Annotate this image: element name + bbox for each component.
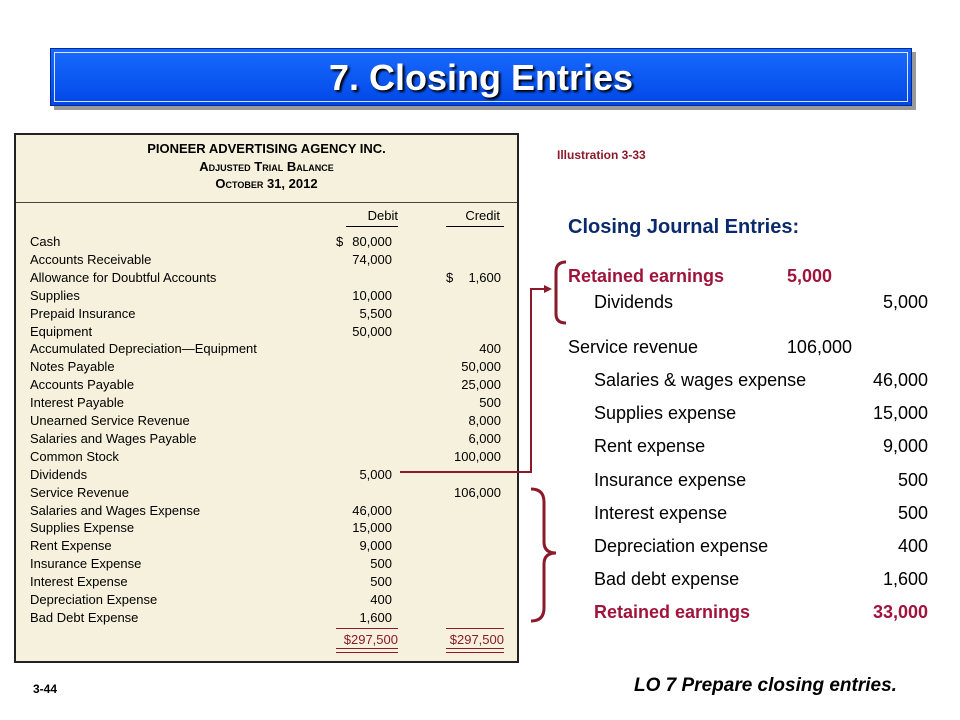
slide-title: 7. Closing Entries [328, 57, 634, 98]
debit-total: $297,500 [343, 632, 398, 647]
entry2-credit-amount: 33,000 [872, 602, 928, 623]
learning-objective: LO 7 Prepare closing entries. [634, 675, 897, 696]
account-name: Salaries and Wages Payable [30, 430, 197, 446]
account-name: Service Revenue [30, 484, 129, 500]
debit-amount: 5,000 [359, 466, 392, 482]
debit-currency-sign: $ [336, 234, 344, 249]
dividends-connector-arrow [544, 285, 552, 293]
account-name: Interest Payable [30, 395, 124, 411]
entry2-debit-account: Service revenue [568, 337, 699, 357]
account-name: Supplies Expense [30, 520, 135, 536]
debit-amount: 80,000 [352, 234, 392, 249]
account-name: Common Stock [30, 448, 119, 464]
credit-column-header: Credit [465, 208, 500, 223]
debit-amount: 500 [370, 556, 392, 572]
page-code: 3-44 [33, 682, 58, 696]
credit-currency-sign: $ [446, 269, 454, 285]
debit-amount: 500 [370, 574, 392, 590]
credit-amount: 6,000 [468, 430, 501, 446]
debit-amount: 46,000 [352, 502, 392, 518]
credit-amount: 25,000 [461, 377, 501, 393]
account-name: Bad Debt Expense [30, 609, 139, 625]
entry1-credit-amount: 5,000 [882, 292, 928, 312]
entry2-credit-amount: 500 [897, 502, 928, 523]
debit-amount: 5,500 [359, 305, 392, 321]
entry1-debit-account: Retained earnings [568, 266, 725, 286]
account-name: Accounts Payable [30, 377, 135, 393]
account-name: Depreciation Expense [30, 592, 158, 607]
credit-amount: 106,000 [454, 484, 501, 500]
entry2-credit-amount: 400 [897, 536, 928, 556]
illustration-label: Illustration 3-33 [557, 148, 646, 162]
account-name: Accounts Receivable [30, 251, 152, 267]
entry2-credit-amount: 1,600 [882, 569, 928, 590]
entry2-credit-amount: 46,000 [872, 370, 928, 390]
credit-amount: 1,600 [468, 269, 501, 285]
entry2-credit-amount: 15,000 [872, 403, 928, 424]
account-name: Salaries and Wages Expense [30, 502, 201, 518]
debit-amount: 1,600 [359, 609, 392, 625]
entry2-credit-account: Supplies expense [594, 403, 737, 424]
entry2-debit-amount: 106,000 [786, 337, 852, 357]
account-name: Supplies [30, 287, 80, 303]
account-name: Rent Expense [30, 538, 112, 554]
credit-amount: 400 [479, 341, 501, 357]
debit-amount: 9,000 [359, 538, 392, 554]
entry1-debit-amount: 5,000 [786, 266, 832, 286]
entry2-credit-account: Bad debt expense [594, 569, 740, 590]
entry2-credit-amount: 9,000 [882, 436, 928, 457]
credit-total: $297,500 [449, 632, 504, 647]
report-date: October 31, 2012 [215, 176, 318, 191]
entry2-credit-account: Interest expense [594, 502, 728, 523]
entry1-bracket [556, 262, 566, 323]
credit-amount: 500 [479, 395, 501, 411]
account-name: Notes Payable [30, 359, 115, 375]
debit-column-header: Debit [367, 208, 398, 223]
debit-amount: 15,000 [352, 520, 392, 536]
account-name: Allowance for Doubtful Accounts [30, 269, 217, 285]
entry2-credit-account: Insurance expense [594, 469, 747, 490]
expense-bracket [531, 489, 556, 621]
debit-amount: 400 [370, 592, 392, 607]
account-name: Equipment [30, 323, 93, 339]
credit-amount: 100,000 [454, 448, 501, 464]
company-name: PIONEER ADVERTISING AGENCY INC. [147, 141, 386, 156]
closing-entries-heading: Closing Journal Entries: [568, 216, 800, 238]
account-name: Interest Expense [30, 574, 128, 590]
report-name: Adjusted Trial Balance [199, 159, 334, 174]
debit-amount: 74,000 [352, 251, 392, 267]
account-name: Cash [30, 234, 61, 249]
entry2-credit-account: Retained earnings [594, 602, 751, 623]
credit-amount: 50,000 [461, 359, 501, 375]
credit-amount: 8,000 [468, 413, 501, 428]
account-name: Accumulated Depreciation—Equipment [30, 341, 257, 357]
entry2-credit-amount: 500 [897, 469, 928, 490]
debit-amount: 50,000 [352, 323, 392, 339]
account-name: Dividends [30, 466, 88, 482]
account-name: Prepaid Insurance [30, 305, 136, 321]
account-name: Unearned Service Revenue [30, 413, 190, 428]
entry2-credit-account: Rent expense [594, 436, 706, 457]
entry1-credit-account: Dividends [594, 292, 674, 312]
debit-amount: 10,000 [352, 287, 392, 303]
entry2-credit-account: Depreciation expense [594, 536, 769, 556]
account-name: Insurance Expense [30, 556, 142, 572]
dividends-connector-line [400, 289, 550, 472]
entry2-credit-account: Salaries & wages expense [594, 370, 807, 390]
